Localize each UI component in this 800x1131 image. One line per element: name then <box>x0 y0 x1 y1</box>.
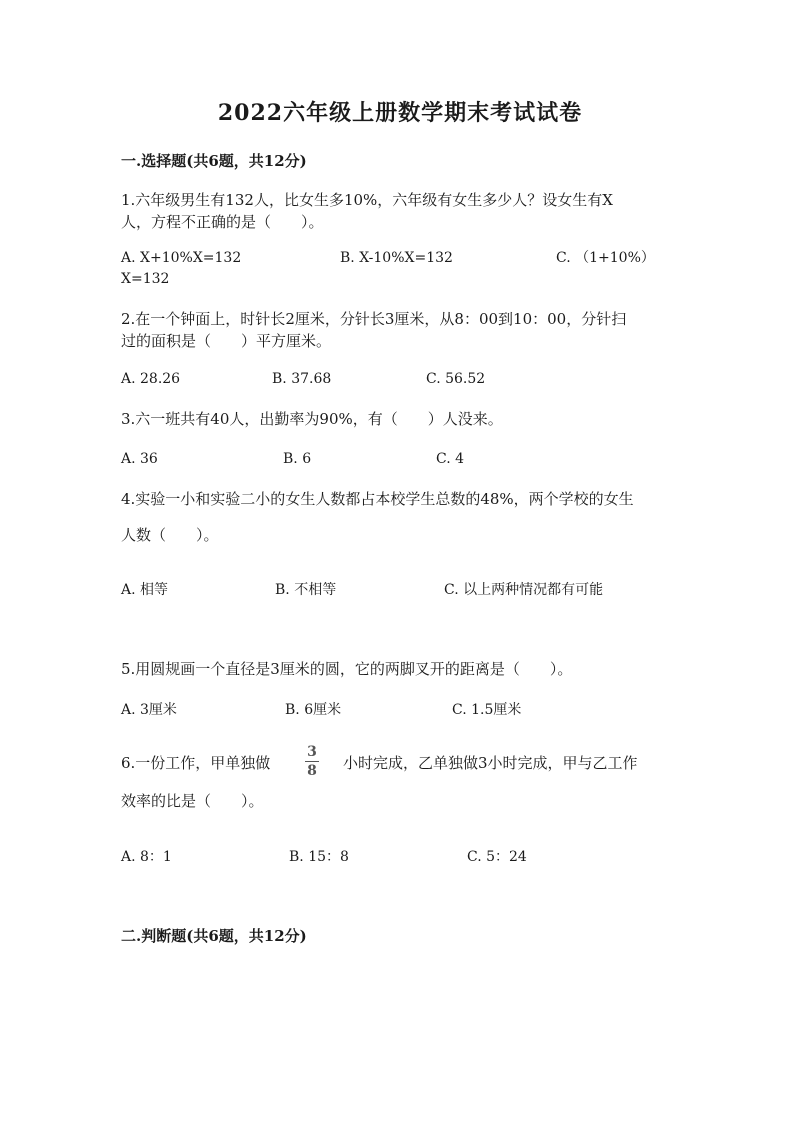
fraction-numerator: 3 <box>307 744 317 760</box>
question-6-line-2: 效率的比是（ ）。 <box>121 792 264 810</box>
fraction-bar <box>305 761 319 762</box>
question-2-line-2: 过的面积是（ ）平方厘米。 <box>121 332 332 350</box>
question-6-line-1-part-2: 小时完成，乙单独做3小时完成，甲与乙工作 <box>343 754 638 772</box>
question-6-option-a: A. 8：1 <box>121 849 172 865</box>
question-1-option-c-continued: X=132 <box>121 271 170 287</box>
question-3-option-a: A. 36 <box>121 451 158 467</box>
question-5-option-b: B. 6厘米 <box>285 702 342 718</box>
section-heading-choice: 一.选择题(共6题，共12分) <box>121 152 307 170</box>
question-3-option-c: C. 4 <box>436 451 465 467</box>
fraction-denominator: 8 <box>307 763 317 779</box>
question-1-line-1: 1.六年级男生有132人，比女生多10%，六年级有女生多少人？设女生有X <box>121 191 613 209</box>
question-6-option-b: B. 15：8 <box>289 849 349 865</box>
question-1-option-a: A. X+10%X=132 <box>121 250 242 266</box>
fraction-three-eighths <box>302 744 322 779</box>
question-6-line-1-part-1: 6.一份工作，甲单独做 <box>121 754 271 772</box>
question-5-line-1: 5.用圆规画一个直径是3厘米的圆，它的两脚叉开的距离是（ ）。 <box>121 660 573 678</box>
question-6-option-c: C. 5：24 <box>467 849 527 865</box>
question-1-option-c: C. （1+10%） <box>556 250 655 266</box>
question-4-option-a: A. 相等 <box>121 582 169 598</box>
question-2-line-1: 2.在一个钟面上，时针长2厘米，分针长3厘米，从8：00到10：00，分针扫 <box>121 310 627 328</box>
question-3-line-1: 3.六一班共有40人，出勤率为90%，有（ ）人没来。 <box>121 410 503 428</box>
question-1-option-b: B. X-10%X=132 <box>340 250 453 266</box>
page-title: 2022六年级上册数学期末考试试卷 <box>217 100 583 126</box>
section-heading-judgement: 二.判断题(共6题，共12分) <box>121 927 307 945</box>
question-1-line-2: 人，方程不正确的是（ ）。 <box>121 213 324 231</box>
question-2-option-a: A. 28.26 <box>121 371 181 387</box>
question-5-option-c: C. 1.5厘米 <box>452 702 522 718</box>
question-2-option-c: C. 56.52 <box>426 371 486 387</box>
question-4-option-b: B. 不相等 <box>275 582 337 598</box>
question-4-line-1: 4.实验一小和实验二小的女生人数都占本校学生总数的48%，两个学校的女生 <box>121 490 634 508</box>
question-5-option-a: A. 3厘米 <box>121 702 177 718</box>
question-4-option-c: C. 以上两种情况都有可能 <box>444 582 604 598</box>
question-2-option-b: B. 37.68 <box>272 371 332 387</box>
question-3-option-b: B. 6 <box>283 451 312 467</box>
question-4-line-2: 人数（ ）。 <box>121 526 219 544</box>
